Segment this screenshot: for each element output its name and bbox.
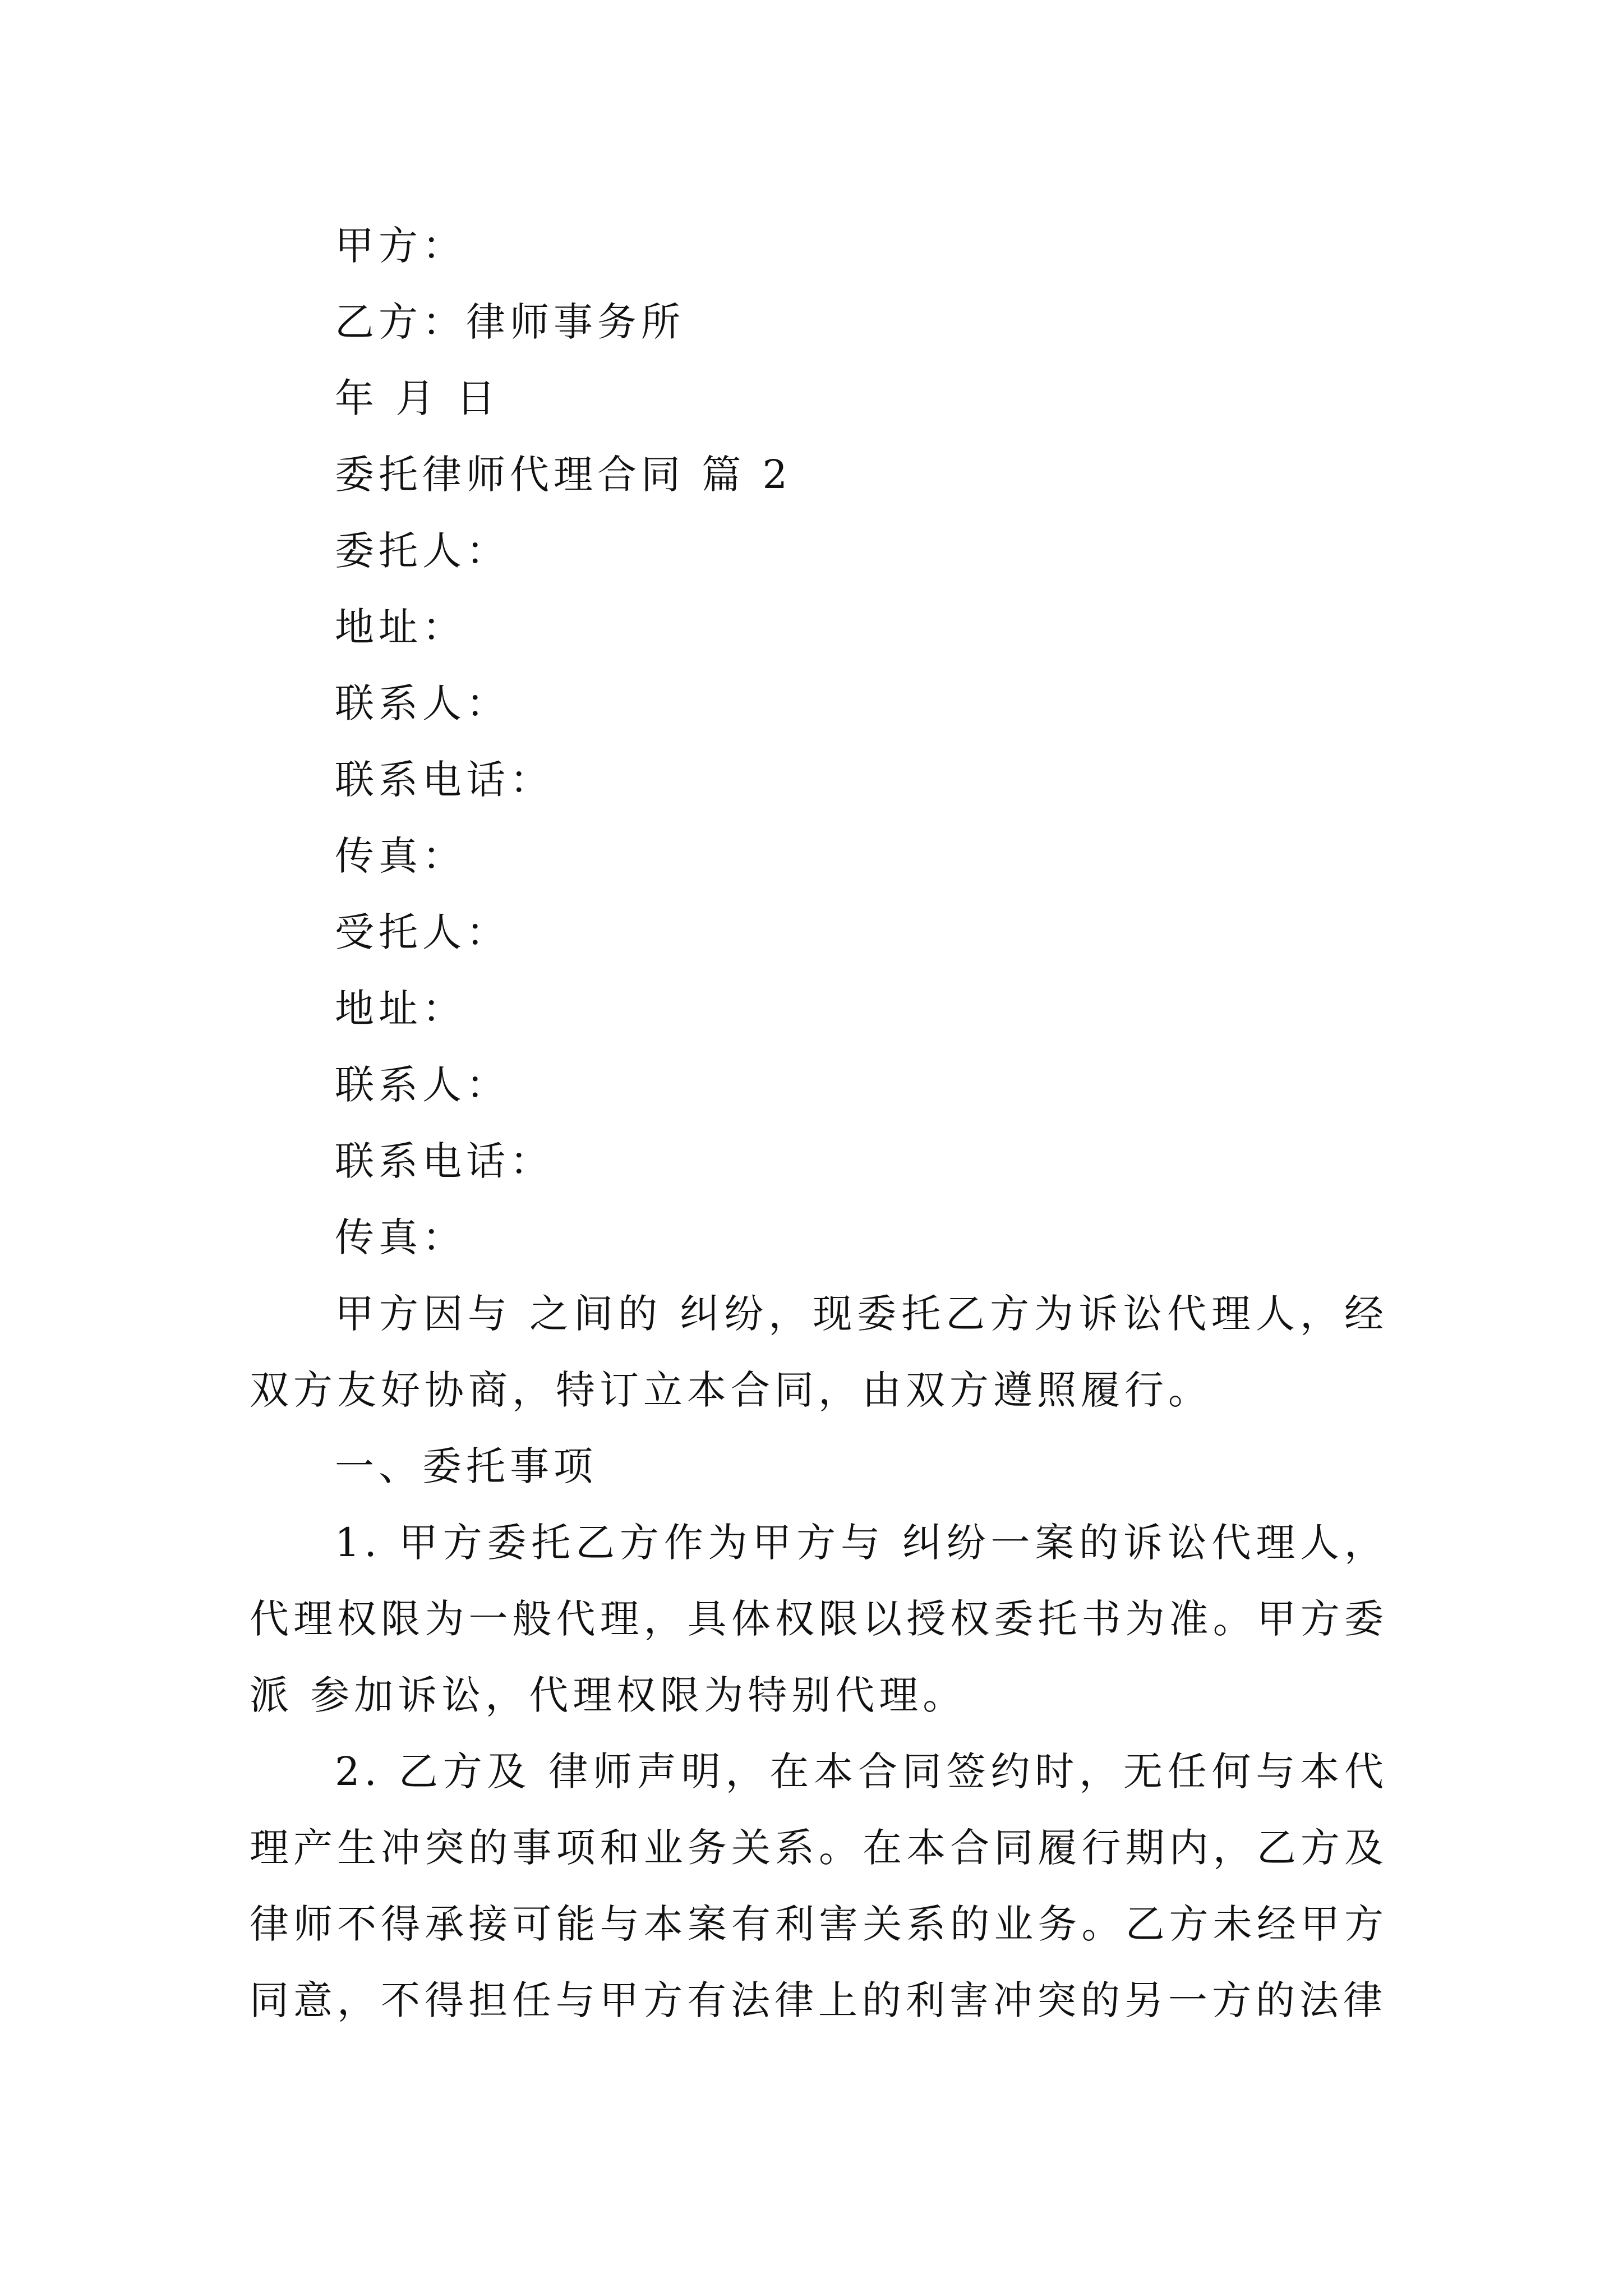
client-address-line: 地址： — [335, 604, 466, 650]
party-b-line: 乙方：律师事务所 — [335, 299, 685, 345]
trustee-phone-line: 联系电话： — [335, 1138, 554, 1184]
section-heading: 一、委托事项 — [335, 1443, 597, 1489]
trustee-address-line: 地址： — [335, 986, 466, 1032]
client-line: 委托人： — [335, 528, 510, 574]
trustee-contact-line: 联系人： — [335, 1062, 510, 1108]
clause-1-paragraph: 1. 甲方委托乙方作为甲方与 纠纷一案的诉讼代理人，代理权限为一般代理，具体权限以授权委托书为准。甲方委派 参加诉讼，代理权限为特别代理。 — [250, 1520, 1388, 1718]
date-line: 年 月 日 — [335, 375, 500, 421]
party-a-line: 甲方： — [335, 223, 466, 269]
trustee-line: 受托人： — [335, 909, 510, 955]
clause-2-paragraph: 2. 乙方及 律师声明，在本合同签约时，无任何与本代理产生冲突的事项和业务关系。在本合同履行期内，乙方及律师不得承接可能与本案有利害关系的业务。乙方未经甲方同意，不得担任与甲方有法律上的利害冲突的另一方的法律 — [250, 1749, 1388, 2023]
client-phone-line: 联系电话： — [335, 757, 554, 803]
section-title: 委托律师代理合同 篇 2 — [335, 452, 792, 498]
client-contact-line: 联系人： — [335, 680, 510, 726]
document-body — [250, 208, 1388, 2039]
trustee-fax-line: 传真： — [335, 1214, 466, 1260]
client-fax-line: 传真： — [335, 833, 466, 879]
intro-paragraph: 甲方因与 之间的 纠纷，现委托乙方为诉讼代理人，经双方友好协商，特订立本合同，由双方遵照履行。 — [250, 1291, 1388, 1413]
